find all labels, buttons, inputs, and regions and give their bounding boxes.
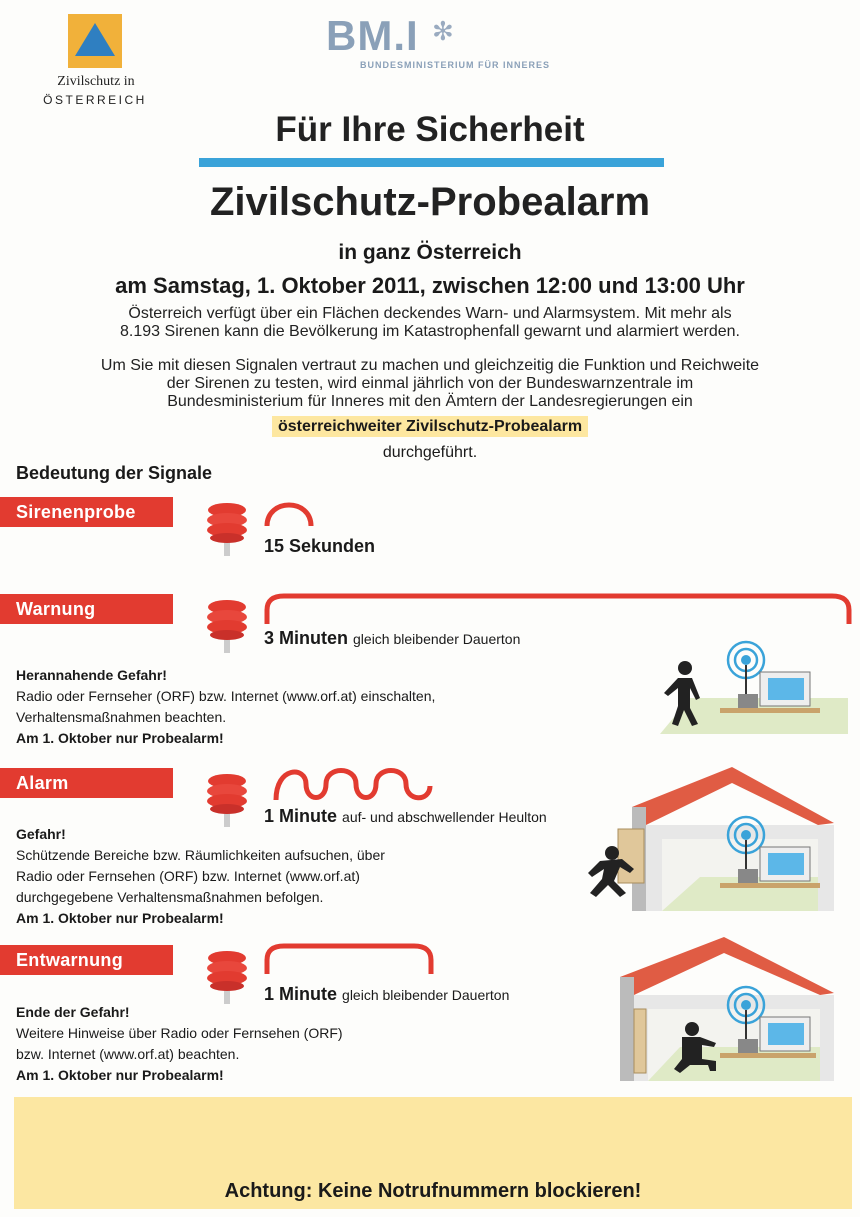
siren-icon <box>203 500 251 558</box>
signal-text-alarm <box>16 824 385 929</box>
bmi-logo: BM.I <box>326 12 419 59</box>
signal-line: Radio oder Fernseher (ORF) bzw. Internet (www.orf.at) einschalten, <box>16 688 436 704</box>
bmi-subtitle: BUNDESMINISTERIUM FÜR INNERES <box>360 60 551 70</box>
intro-line: der Sirenen zu testen, wird einmal jährlich von der Bundeswarnzentrale im <box>166 375 694 392</box>
siren-icon <box>203 597 251 655</box>
siren-icon <box>203 948 251 1006</box>
intro-paragraph-1 <box>0 305 860 341</box>
person-radio-illustration <box>660 638 848 738</box>
signal-line: Verhaltensmaßnahmen beachten. <box>16 709 227 725</box>
main-title: Zivilschutz-Probealarm <box>209 180 651 224</box>
footer-warning: Achtung: Keine Notrufnummern blockieren! <box>224 1180 642 1202</box>
signal-heading: Herannahende Gefahr! <box>16 667 167 683</box>
signals-heading: Bedeutung der Signale <box>16 463 213 483</box>
signal-note: Am 1. Oktober nur Probealarm! <box>16 1067 224 1083</box>
duration-desc: gleich bleibender Dauerton <box>353 631 521 647</box>
zivilschutz-logo <box>68 14 122 68</box>
date-line: am Samstag, 1. Oktober 2011, zwischen 12:00 und 13:00 Uhr <box>115 273 745 298</box>
signal-wave-continuous <box>262 588 854 628</box>
intro-line: Bundesministerium für Inneres mit den Ämtern der Landesregierungen ein <box>167 393 693 410</box>
signal-label-sirenenprobe: Sirenenprobe <box>0 497 173 527</box>
signal-text-entwarnung <box>16 1002 343 1086</box>
zivilschutz-country: ÖSTERREICH <box>43 93 147 107</box>
duration-value: 3 Minuten <box>264 628 348 648</box>
eagle-icon: ✻ <box>432 16 454 46</box>
intro-paragraph-2 <box>0 357 860 411</box>
duration-value: 1 Minute <box>264 984 338 1004</box>
signal-heading: Ende der Gefahr! <box>16 1004 130 1020</box>
signal-line: Schützende Bereiche bzw. Räumlichkeiten aufsuchen, über <box>16 847 385 863</box>
signal-line: bzw. Internet (www.orf.at) beachten. <box>16 1046 240 1062</box>
signal-note: Am 1. Oktober nur Probealarm! <box>16 730 224 746</box>
intro-line: 8.193 Sirenen kann die Bevölkerung im Katastrophenfall gewarnt und alarmiert werden. <box>120 323 740 340</box>
signal-wave-short <box>262 494 318 530</box>
siren-icon <box>203 771 251 829</box>
duration-desc: gleich bleibender Dauerton <box>342 987 510 1003</box>
duration-value: 1 Minute <box>264 806 338 826</box>
person-sitting-house-illustration <box>620 935 850 1085</box>
triangle-icon <box>68 14 122 68</box>
highlight-line <box>0 418 860 436</box>
duration-value: 15 Sekunden <box>264 536 376 556</box>
signal-label-alarm: Alarm <box>0 768 173 798</box>
signal-note: Am 1. Oktober nur Probealarm! <box>16 910 224 926</box>
signal-duration <box>264 628 520 649</box>
signal-duration <box>264 536 375 557</box>
highlight-text: österreichweiter Zivilschutz-Probealarm <box>272 416 588 437</box>
intro-line: Österreich verfügt über ein Flächen deckendes Warn- und Alarmsystem. Mit mehr als <box>128 305 732 322</box>
subtitle: in ganz Österreich <box>338 241 522 264</box>
page-title: Für Ihre Sicherheit <box>275 110 585 149</box>
signal-line: durchgegebene Verhaltensmaßnahmen befolgen. <box>16 889 324 905</box>
signal-label-warnung: Warnung <box>0 594 173 624</box>
intro-line: Um Sie mit diesen Signalen vertraut zu machen und gleichzeitig die Funktion und Reichweite <box>100 357 760 374</box>
signal-wave-continuous-short <box>262 938 438 978</box>
signal-wave-wavy <box>272 762 434 806</box>
intro-done: durchgeführt. <box>382 444 478 461</box>
signal-heading: Gefahr! <box>16 826 66 842</box>
signal-line: Weitere Hinweise über Radio oder Fernsehen (ORF) <box>16 1025 343 1041</box>
signal-text-warnung <box>16 665 435 749</box>
person-running-house-illustration <box>570 765 850 915</box>
zivilschutz-name: Zivilschutz in <box>57 74 135 89</box>
title-divider <box>199 158 664 167</box>
signal-label-entwarnung: Entwarnung <box>0 945 173 975</box>
signal-line: Radio oder Fernsehen (ORF) bzw. Internet (www.orf.at) <box>16 868 360 884</box>
duration-desc: auf- und abschwellender Heulton <box>342 809 547 825</box>
